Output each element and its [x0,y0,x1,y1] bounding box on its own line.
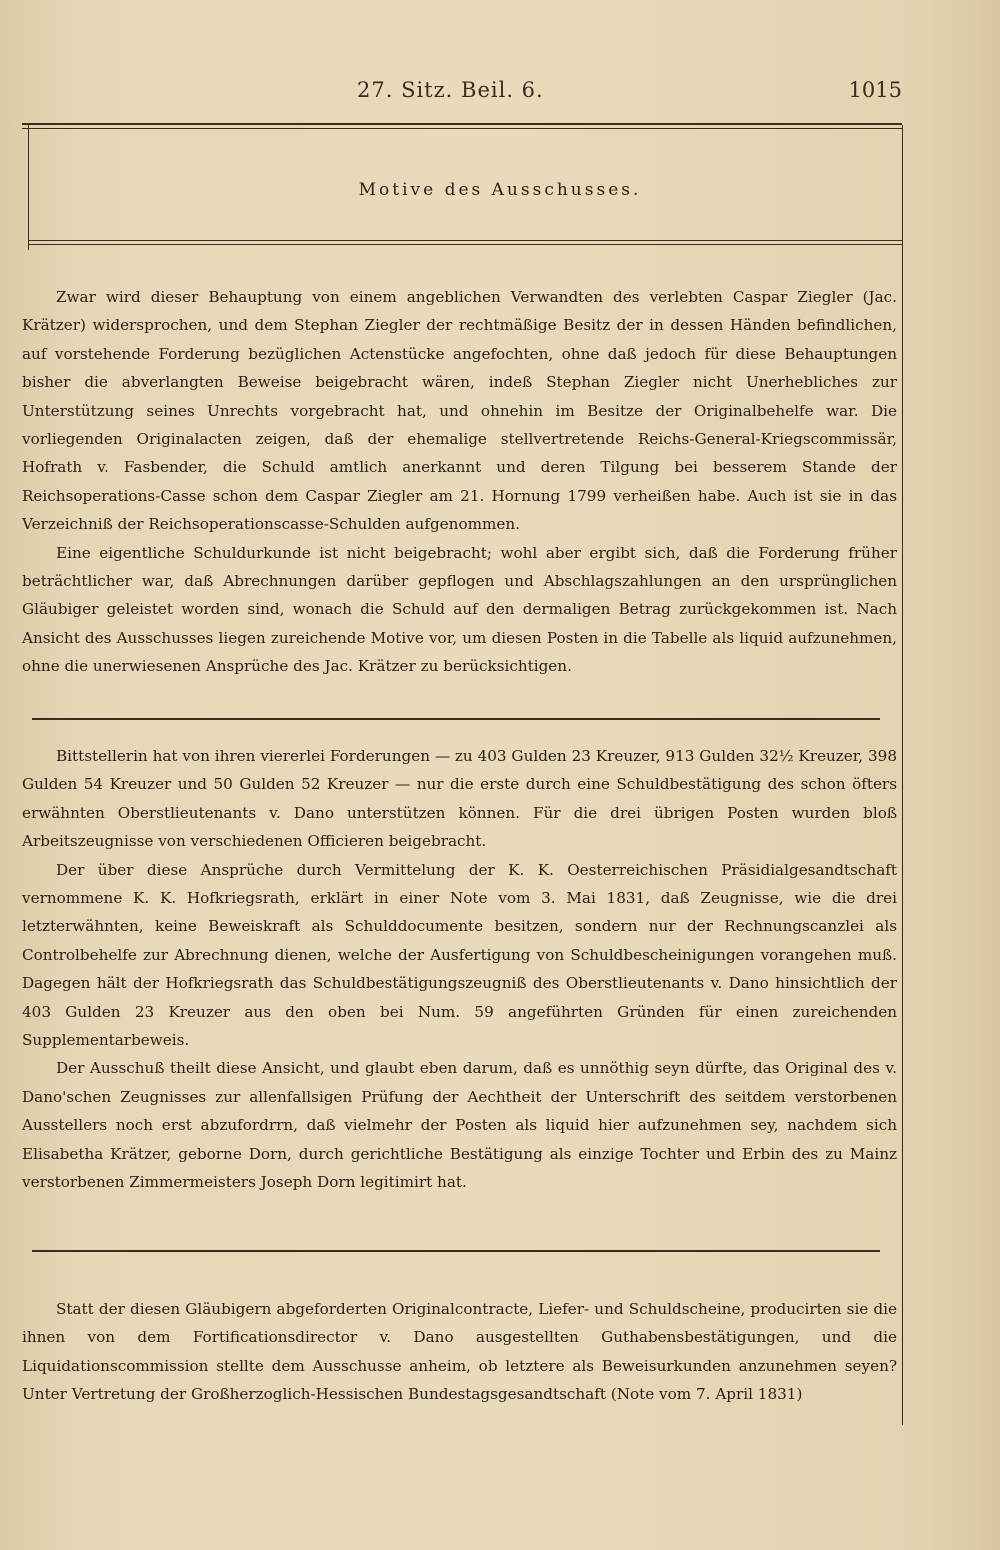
paragraph: Der Ausschuß theilt diese Ansicht, und glaubt eben darum, daß es unnöthig seyn dürfte, das Original des v. Dano'schen Zeugnisses zur allenfallsigen Prüfung der Aechtheit der Unterschrift des seitdem verstorbenen Ausstellers noch erst abzufordrrn, daß vielmehr der Posten als liquid hier aufzunehmen sey, nachdem sich Elisabetha Krätzer, geborne Dorn, durch gerichtliche Bestätigung als einzige Tochter und Erbin des zu Mainz verstorbenen Zimmermeisters Joseph Dorn legitimirt hat. [22,1059,897,1192]
page-number: 1015 [848,78,902,102]
paragraph: Statt der diesen Gläubigern abgeforderten Originalcontracte, Liefer- und Schuldscheine, producirten sie die ihnen von dem Fortificationsdirector v. Dano ausgestellten Guthabensbestätigungen, und die Liquidationscommission stellte dem Ausschusse anheim, ob letztere als Beweisurkunden anzunehmen seyen? Unter Vertretung der Großherzoglich-Hessischen Bundestagsgesandtschaft (Note vom 7. April 1831) [22,1300,897,1404]
paragraph: Zwar wird dieser Behauptung von einem angeblichen Verwandten des verlebten Caspar Ziegler (Jac. Krätzer) widersprochen, und dem Stephan Ziegler der rechtmäßige Besitz der in dessen Händen befindlichen, auf vorstehende Forderung bezüglichen Actenstücke angefochten, ohne daß jedoch für diese Behauptungen bisher die abverlangten Beweise beigebracht wären, indeß Stephan Ziegler nicht Unerhebliches zur Unterstützung seines Unrechts vorgebracht hat, und ohnehin im Besitze der Originalbehelfe war. Die vorliegenden Originalacten zeigen, daß der ehemalige stellvertretende Reichs-General-Kriegscommissär, Hofrath v. Fasbender, die Schuld amtlich anerkannt und deren Tilgung bei besserem Stande der Reichsoperations-Casse schon dem Caspar Ziegler am 21. Hornung 1799 verheißen habe. Auch ist sie in das Verzeichniß der Reichsoperationscasse-Schulden aufgenommen. [22,288,897,534]
section-divider [32,718,880,720]
text-block-1 [22,283,897,681]
text-block-2 [22,742,897,1197]
page-header [0,78,1000,108]
right-column-rule [902,125,903,1425]
running-head: 27. Sitz. Beil. 6. [357,78,544,102]
title-rule [28,240,902,241]
text-block-3 [22,1295,897,1409]
paragraph: Bittstellerin hat von ihren viererlei Forderungen — zu 403 Gulden 23 Kreuzer, 913 Gulden 32½ Kreuzer, 398 Gulden 54 Kreuzer und 50 Gulden 52 Kreuzer — nur die erste durch eine Schuldbestätigung des schon öfters erwähnten Oberstlieutenants v. Dano unterstützen können. Für die drei übrigen Posten wurden bloß Arbeitszeugnisse von verschiedenen Officieren beigebracht. [22,747,897,851]
section-title: Motive des Ausschusses. [358,180,642,200]
section-divider [32,1250,880,1252]
paragraph: Der über diese Ansprüche durch Vermittelung der K. K. Oesterreichischen Präsidialgesandtschaft vernommene K. K. Hofkriegsrath, erklärt in einer Note vom 3. Mai 1831, daß Zeugnisse, wie die drei letzterwähnten, keine Beweiskraft als Schulddocumente besitzen, sondern nur der Rechnungscanzlei als Controlbehelfe zur Abrechnung dienen, welche der Ausfertigung von Schuldbescheinigungen vorangehen muß. Dagegen hält der Hofkriegsrath das Schuldbestätigungszeugniß des Oberstlieutenants v. Dano hinsichtlich der 403 Gulden 23 Kreuzer aus den oben bei Num. 59 angeführten Gründen für einen zureichenden Supplementarbeweis. [22,860,897,1050]
paragraph: Eine eigentliche Schuldurkunde ist nicht beigebracht; wohl aber ergibt sich, daß die Forderung früher beträchtlicher war, daß Abrechnungen darüber gepflogen und Abschlagszahlungen an den ursprünglichen Gläubiger geleistet worden sind, wonach die Schuld auf den dermaligen Betrag zurückgekommen ist. Nach Ansicht des Ausschusses liegen zureichende Motive vor, um diesen Posten in die Tabelle als liquid aufzunehmen, ohne die unerwiesenen Ansprüche des Jac. Krätzer zu berücksichtigen. [22,543,897,676]
header-rule-thin [22,128,902,129]
header-rule [22,123,902,125]
title-rule-thin [28,244,902,245]
